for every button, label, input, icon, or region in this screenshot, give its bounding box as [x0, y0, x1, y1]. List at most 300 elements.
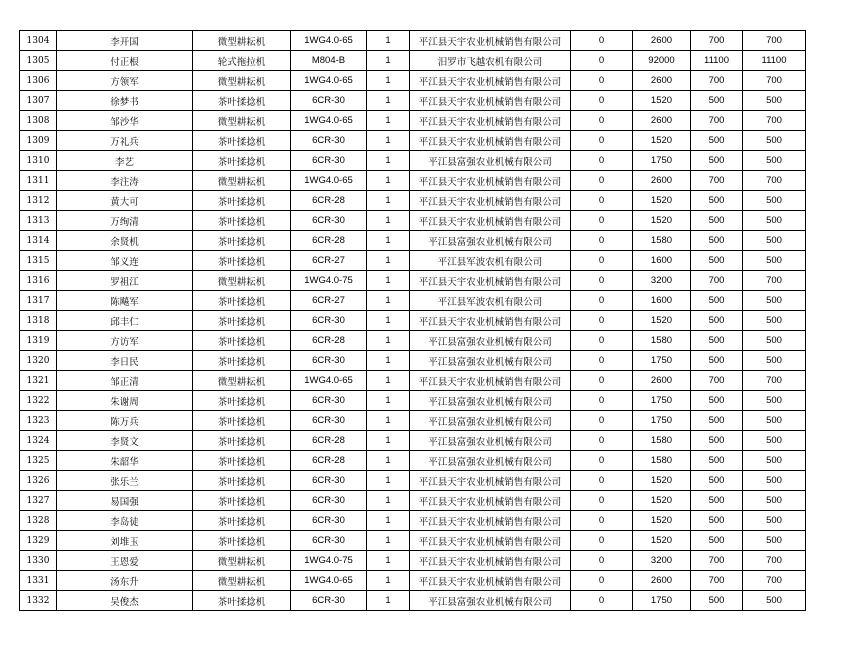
cell-column-g: 0	[571, 511, 633, 531]
cell-row-number: 1306	[20, 71, 57, 91]
table-row	[20, 151, 806, 171]
cell-row-number: 1320	[20, 351, 57, 371]
cell-row-number: 1314	[20, 231, 57, 251]
cell-column-g: 0	[571, 431, 633, 451]
cell-machine-model: 1WG4.0-65	[291, 571, 367, 591]
cell-farmer-name: 张乐兰	[57, 471, 193, 491]
cell-dealer-name: 平江县天宇农业机械销售有限公司	[410, 131, 571, 151]
cell-column-g: 0	[571, 411, 633, 431]
cell-dealer-name: 平江县天宇农业机械销售有限公司	[410, 571, 571, 591]
cell-row-number: 1312	[20, 191, 57, 211]
cell-machine-type: 茶叶揉捻机	[193, 391, 291, 411]
cell-quantity: 1	[367, 111, 410, 131]
cell-subsidy-a: 500	[691, 151, 743, 171]
cell-column-g: 0	[571, 291, 633, 311]
cell-quantity: 1	[367, 451, 410, 471]
cell-price: 1520	[633, 211, 691, 231]
cell-subsidy-a: 500	[691, 591, 743, 611]
cell-quantity: 1	[367, 51, 410, 71]
table-row	[20, 91, 806, 111]
cell-subsidy-a: 11100	[691, 51, 743, 71]
cell-subsidy-b: 700	[743, 571, 806, 591]
cell-column-g: 0	[571, 31, 633, 51]
cell-machine-type: 茶叶揉捻机	[193, 291, 291, 311]
cell-subsidy-a: 500	[691, 91, 743, 111]
cell-farmer-name: 陈万兵	[57, 411, 193, 431]
cell-price: 2600	[633, 571, 691, 591]
cell-dealer-name: 平江县天宇农业机械销售有限公司	[410, 371, 571, 391]
cell-machine-model: 6CR-27	[291, 251, 367, 271]
cell-quantity: 1	[367, 351, 410, 371]
cell-subsidy-b: 500	[743, 191, 806, 211]
cell-column-g: 0	[571, 471, 633, 491]
cell-machine-type: 茶叶揉捻机	[193, 231, 291, 251]
table-row	[20, 171, 806, 191]
cell-subsidy-b: 500	[743, 411, 806, 431]
cell-subsidy-b: 500	[743, 391, 806, 411]
cell-machine-model: 6CR-28	[291, 191, 367, 211]
cell-row-number: 1330	[20, 551, 57, 571]
cell-subsidy-b: 500	[743, 311, 806, 331]
cell-price: 3200	[633, 271, 691, 291]
cell-subsidy-b: 500	[743, 351, 806, 371]
cell-subsidy-a: 500	[691, 451, 743, 471]
table-row	[20, 551, 806, 571]
cell-quantity: 1	[367, 211, 410, 231]
cell-subsidy-a: 500	[691, 191, 743, 211]
cell-dealer-name: 平江县富强农业机械有限公司	[410, 591, 571, 611]
cell-subsidy-b: 500	[743, 471, 806, 491]
cell-farmer-name: 吴俊杰	[57, 591, 193, 611]
cell-subsidy-b: 500	[743, 451, 806, 471]
table-row	[20, 211, 806, 231]
cell-row-number: 1308	[20, 111, 57, 131]
cell-dealer-name: 平江县天宇农业机械销售有限公司	[410, 311, 571, 331]
cell-farmer-name: 万绚清	[57, 211, 193, 231]
table-row	[20, 511, 806, 531]
cell-price: 1600	[633, 291, 691, 311]
table-row	[20, 471, 806, 491]
cell-subsidy-b: 500	[743, 251, 806, 271]
cell-column-g: 0	[571, 271, 633, 291]
cell-farmer-name: 邹正清	[57, 371, 193, 391]
table-row	[20, 111, 806, 131]
cell-column-g: 0	[571, 551, 633, 571]
cell-column-g: 0	[571, 571, 633, 591]
cell-row-number: 1329	[20, 531, 57, 551]
table-row	[20, 51, 806, 71]
cell-subsidy-b: 500	[743, 431, 806, 451]
cell-quantity: 1	[367, 471, 410, 491]
table-body	[20, 31, 806, 611]
cell-row-number: 1304	[20, 31, 57, 51]
cell-machine-type: 微型耕耘机	[193, 111, 291, 131]
cell-subsidy-b: 700	[743, 31, 806, 51]
cell-subsidy-a: 500	[691, 231, 743, 251]
cell-farmer-name: 余贤机	[57, 231, 193, 251]
cell-column-g: 0	[571, 71, 633, 91]
cell-farmer-name: 邱丰仁	[57, 311, 193, 331]
cell-subsidy-b: 700	[743, 371, 806, 391]
table-row	[20, 591, 806, 611]
cell-row-number: 1318	[20, 311, 57, 331]
cell-machine-model: 1WG4.0-75	[291, 551, 367, 571]
cell-subsidy-b: 500	[743, 511, 806, 531]
cell-price: 2600	[633, 171, 691, 191]
cell-machine-type: 茶叶揉捻机	[193, 451, 291, 471]
cell-row-number: 1322	[20, 391, 57, 411]
cell-dealer-name: 平江县富强农业机械有限公司	[410, 351, 571, 371]
cell-row-number: 1332	[20, 591, 57, 611]
cell-farmer-name: 李岛徒	[57, 511, 193, 531]
cell-dealer-name: 平江县富强农业机械有限公司	[410, 431, 571, 451]
cell-dealer-name: 平江县富强农业机械有限公司	[410, 451, 571, 471]
cell-machine-model: 6CR-28	[291, 231, 367, 251]
cell-dealer-name: 平江县天宇农业机械销售有限公司	[410, 471, 571, 491]
cell-price: 2600	[633, 111, 691, 131]
cell-quantity: 1	[367, 371, 410, 391]
cell-price: 1520	[633, 491, 691, 511]
table-row	[20, 391, 806, 411]
cell-subsidy-b: 500	[743, 591, 806, 611]
cell-machine-model: 6CR-28	[291, 451, 367, 471]
cell-dealer-name: 平江县军波农机有限公司	[410, 251, 571, 271]
cell-machine-model: 6CR-30	[291, 411, 367, 431]
cell-subsidy-b: 700	[743, 551, 806, 571]
cell-price: 1580	[633, 331, 691, 351]
cell-subsidy-a: 700	[691, 71, 743, 91]
cell-row-number: 1321	[20, 371, 57, 391]
cell-machine-type: 茶叶揉捻机	[193, 331, 291, 351]
cell-quantity: 1	[367, 71, 410, 91]
cell-farmer-name: 万礼兵	[57, 131, 193, 151]
cell-quantity: 1	[367, 231, 410, 251]
cell-dealer-name: 平江县天宇农业机械销售有限公司	[410, 31, 571, 51]
cell-machine-model: 6CR-28	[291, 431, 367, 451]
cell-row-number: 1316	[20, 271, 57, 291]
cell-dealer-name: 平江县富强农业机械有限公司	[410, 391, 571, 411]
cell-quantity: 1	[367, 271, 410, 291]
cell-subsidy-a: 500	[691, 511, 743, 531]
cell-machine-type: 茶叶揉捻机	[193, 511, 291, 531]
cell-farmer-name: 朱谢周	[57, 391, 193, 411]
table-row	[20, 291, 806, 311]
cell-farmer-name: 黄大可	[57, 191, 193, 211]
cell-farmer-name: 邹义连	[57, 251, 193, 271]
cell-subsidy-a: 500	[691, 291, 743, 311]
cell-farmer-name: 陈飚军	[57, 291, 193, 311]
cell-dealer-name: 平江县富强农业机械有限公司	[410, 151, 571, 171]
cell-row-number: 1307	[20, 91, 57, 111]
table-row	[20, 271, 806, 291]
cell-quantity: 1	[367, 571, 410, 591]
table-row	[20, 571, 806, 591]
table-row	[20, 71, 806, 91]
cell-subsidy-b: 500	[743, 91, 806, 111]
cell-price: 1520	[633, 131, 691, 151]
cell-dealer-name: 平江县富强农业机械有限公司	[410, 331, 571, 351]
cell-column-g: 0	[571, 371, 633, 391]
cell-machine-type: 茶叶揉捻机	[193, 91, 291, 111]
cell-dealer-name: 平江县军波农机有限公司	[410, 291, 571, 311]
cell-machine-type: 微型耕耘机	[193, 551, 291, 571]
cell-row-number: 1311	[20, 171, 57, 191]
table-row	[20, 531, 806, 551]
table-row	[20, 131, 806, 151]
cell-subsidy-a: 500	[691, 531, 743, 551]
cell-subsidy-a: 500	[691, 131, 743, 151]
cell-machine-type: 茶叶揉捻机	[193, 311, 291, 331]
cell-subsidy-b: 500	[743, 291, 806, 311]
cell-quantity: 1	[367, 511, 410, 531]
table-row	[20, 411, 806, 431]
subsidy-table	[19, 30, 806, 611]
cell-dealer-name: 平江县天宇农业机械销售有限公司	[410, 211, 571, 231]
cell-machine-model: 6CR-28	[291, 331, 367, 351]
cell-quantity: 1	[367, 411, 410, 431]
cell-machine-type: 茶叶揉捻机	[193, 431, 291, 451]
cell-subsidy-a: 500	[691, 411, 743, 431]
cell-quantity: 1	[367, 591, 410, 611]
cell-column-g: 0	[571, 231, 633, 251]
cell-column-g: 0	[571, 331, 633, 351]
cell-price: 1520	[633, 471, 691, 491]
cell-column-g: 0	[571, 171, 633, 191]
cell-machine-type: 茶叶揉捻机	[193, 491, 291, 511]
cell-machine-type: 茶叶揉捻机	[193, 411, 291, 431]
cell-quantity: 1	[367, 551, 410, 571]
cell-row-number: 1326	[20, 471, 57, 491]
cell-column-g: 0	[571, 451, 633, 471]
cell-machine-type: 茶叶揉捻机	[193, 531, 291, 551]
cell-column-g: 0	[571, 51, 633, 71]
cell-subsidy-a: 500	[691, 251, 743, 271]
table-row	[20, 371, 806, 391]
cell-machine-model: 6CR-30	[291, 131, 367, 151]
cell-price: 1600	[633, 251, 691, 271]
cell-subsidy-b: 500	[743, 331, 806, 351]
cell-machine-type: 茶叶揉捻机	[193, 591, 291, 611]
cell-dealer-name: 平江县天宇农业机械销售有限公司	[410, 491, 571, 511]
cell-machine-type: 微型耕耘机	[193, 171, 291, 191]
cell-subsidy-b: 700	[743, 271, 806, 291]
cell-machine-model: 6CR-30	[291, 531, 367, 551]
cell-machine-model: 6CR-30	[291, 511, 367, 531]
cell-farmer-name: 易国强	[57, 491, 193, 511]
cell-row-number: 1328	[20, 511, 57, 531]
cell-dealer-name: 平江县天宇农业机械销售有限公司	[410, 111, 571, 131]
cell-price: 1580	[633, 431, 691, 451]
cell-column-g: 0	[571, 211, 633, 231]
cell-machine-type: 茶叶揉捻机	[193, 471, 291, 491]
cell-machine-type: 茶叶揉捻机	[193, 131, 291, 151]
cell-row-number: 1324	[20, 431, 57, 451]
cell-dealer-name: 平江县富强农业机械有限公司	[410, 411, 571, 431]
cell-price: 2600	[633, 371, 691, 391]
cell-price: 1520	[633, 511, 691, 531]
cell-machine-model: 1WG4.0-65	[291, 111, 367, 131]
table-row	[20, 451, 806, 471]
cell-dealer-name: 平江县天宇农业机械销售有限公司	[410, 531, 571, 551]
table-row	[20, 31, 806, 51]
cell-column-g: 0	[571, 591, 633, 611]
cell-row-number: 1331	[20, 571, 57, 591]
cell-subsidy-b: 500	[743, 131, 806, 151]
cell-quantity: 1	[367, 531, 410, 551]
cell-price: 2600	[633, 71, 691, 91]
cell-price: 92000	[633, 51, 691, 71]
cell-quantity: 1	[367, 311, 410, 331]
cell-subsidy-a: 700	[691, 111, 743, 131]
cell-quantity: 1	[367, 291, 410, 311]
cell-subsidy-a: 500	[691, 391, 743, 411]
cell-row-number: 1325	[20, 451, 57, 471]
cell-subsidy-a: 500	[691, 491, 743, 511]
cell-machine-model: 6CR-30	[291, 311, 367, 331]
cell-price: 1520	[633, 311, 691, 331]
cell-machine-type: 微型耕耘机	[193, 271, 291, 291]
cell-machine-type: 微型耕耘机	[193, 571, 291, 591]
cell-column-g: 0	[571, 91, 633, 111]
cell-quantity: 1	[367, 191, 410, 211]
cell-dealer-name: 平江县富强农业机械有限公司	[410, 231, 571, 251]
cell-quantity: 1	[367, 491, 410, 511]
cell-row-number: 1310	[20, 151, 57, 171]
cell-farmer-name: 李注涛	[57, 171, 193, 191]
cell-price: 1750	[633, 591, 691, 611]
cell-dealer-name: 平江县天宇农业机械销售有限公司	[410, 271, 571, 291]
cell-price: 1750	[633, 411, 691, 431]
cell-quantity: 1	[367, 91, 410, 111]
cell-dealer-name: 平江县天宇农业机械销售有限公司	[410, 171, 571, 191]
cell-subsidy-a: 700	[691, 371, 743, 391]
cell-dealer-name: 平江县天宇农业机械销售有限公司	[410, 551, 571, 571]
cell-machine-type: 轮式拖拉机	[193, 51, 291, 71]
cell-machine-model: 1WG4.0-65	[291, 371, 367, 391]
cell-price: 3200	[633, 551, 691, 571]
cell-price: 1520	[633, 531, 691, 551]
cell-machine-model: M804-B	[291, 51, 367, 71]
cell-price: 1750	[633, 151, 691, 171]
cell-farmer-name: 李贤文	[57, 431, 193, 451]
cell-subsidy-b: 700	[743, 111, 806, 131]
cell-machine-model: 6CR-27	[291, 291, 367, 311]
cell-machine-model: 1WG4.0-65	[291, 71, 367, 91]
cell-subsidy-a: 500	[691, 311, 743, 331]
cell-subsidy-a: 700	[691, 551, 743, 571]
cell-subsidy-a: 700	[691, 571, 743, 591]
cell-farmer-name: 罗祖江	[57, 271, 193, 291]
cell-price: 2600	[633, 31, 691, 51]
cell-quantity: 1	[367, 171, 410, 191]
cell-machine-type: 微型耕耘机	[193, 71, 291, 91]
cell-quantity: 1	[367, 331, 410, 351]
cell-machine-model: 6CR-30	[291, 351, 367, 371]
cell-subsidy-a: 500	[691, 211, 743, 231]
cell-quantity: 1	[367, 391, 410, 411]
cell-dealer-name: 平江县天宇农业机械销售有限公司	[410, 91, 571, 111]
table-row	[20, 331, 806, 351]
cell-machine-type: 茶叶揉捻机	[193, 211, 291, 231]
cell-column-g: 0	[571, 351, 633, 371]
cell-subsidy-a: 700	[691, 171, 743, 191]
cell-machine-type: 茶叶揉捻机	[193, 151, 291, 171]
cell-row-number: 1327	[20, 491, 57, 511]
cell-farmer-name: 邹沙华	[57, 111, 193, 131]
cell-machine-model: 1WG4.0-75	[291, 271, 367, 291]
table-row	[20, 431, 806, 451]
cell-subsidy-b: 700	[743, 171, 806, 191]
cell-machine-model: 6CR-30	[291, 391, 367, 411]
table-row	[20, 351, 806, 371]
cell-farmer-name: 王恩爱	[57, 551, 193, 571]
cell-subsidy-b: 500	[743, 231, 806, 251]
cell-machine-model: 6CR-30	[291, 91, 367, 111]
cell-farmer-name: 徐梦书	[57, 91, 193, 111]
table-row	[20, 311, 806, 331]
cell-subsidy-b: 700	[743, 71, 806, 91]
cell-dealer-name: 汨罗市飞越农机有限公司	[410, 51, 571, 71]
cell-column-g: 0	[571, 251, 633, 271]
table-row	[20, 231, 806, 251]
cell-subsidy-a: 500	[691, 331, 743, 351]
cell-farmer-name: 方访军	[57, 331, 193, 351]
cell-machine-model: 6CR-30	[291, 211, 367, 231]
cell-subsidy-b: 500	[743, 531, 806, 551]
cell-row-number: 1315	[20, 251, 57, 271]
cell-quantity: 1	[367, 251, 410, 271]
cell-row-number: 1323	[20, 411, 57, 431]
cell-farmer-name: 李艺	[57, 151, 193, 171]
cell-machine-type: 茶叶揉捻机	[193, 351, 291, 371]
cell-machine-model: 1WG4.0-65	[291, 171, 367, 191]
cell-subsidy-b: 500	[743, 491, 806, 511]
cell-subsidy-b: 500	[743, 211, 806, 231]
cell-machine-type: 茶叶揉捻机	[193, 251, 291, 271]
cell-machine-model: 1WG4.0-65	[291, 31, 367, 51]
cell-quantity: 1	[367, 151, 410, 171]
cell-price: 1580	[633, 451, 691, 471]
cell-row-number: 1309	[20, 131, 57, 151]
cell-machine-type: 微型耕耘机	[193, 371, 291, 391]
cell-quantity: 1	[367, 131, 410, 151]
cell-subsidy-b: 500	[743, 151, 806, 171]
cell-column-g: 0	[571, 131, 633, 151]
cell-price: 1750	[633, 391, 691, 411]
cell-machine-model: 6CR-30	[291, 591, 367, 611]
cell-farmer-name: 刘堆玉	[57, 531, 193, 551]
cell-farmer-name: 付正根	[57, 51, 193, 71]
cell-subsidy-b: 11100	[743, 51, 806, 71]
cell-dealer-name: 平江县天宇农业机械销售有限公司	[410, 511, 571, 531]
cell-farmer-name: 李日民	[57, 351, 193, 371]
cell-machine-model: 6CR-30	[291, 151, 367, 171]
cell-column-g: 0	[571, 311, 633, 331]
cell-subsidy-a: 500	[691, 351, 743, 371]
cell-subsidy-a: 700	[691, 31, 743, 51]
cell-price: 1520	[633, 191, 691, 211]
cell-price: 1520	[633, 91, 691, 111]
cell-subsidy-a: 500	[691, 471, 743, 491]
cell-farmer-name: 方领军	[57, 71, 193, 91]
cell-row-number: 1319	[20, 331, 57, 351]
cell-column-g: 0	[571, 151, 633, 171]
cell-subsidy-a: 700	[691, 271, 743, 291]
cell-farmer-name: 朱韶华	[57, 451, 193, 471]
table-row	[20, 191, 806, 211]
table-row	[20, 491, 806, 511]
cell-row-number: 1313	[20, 211, 57, 231]
